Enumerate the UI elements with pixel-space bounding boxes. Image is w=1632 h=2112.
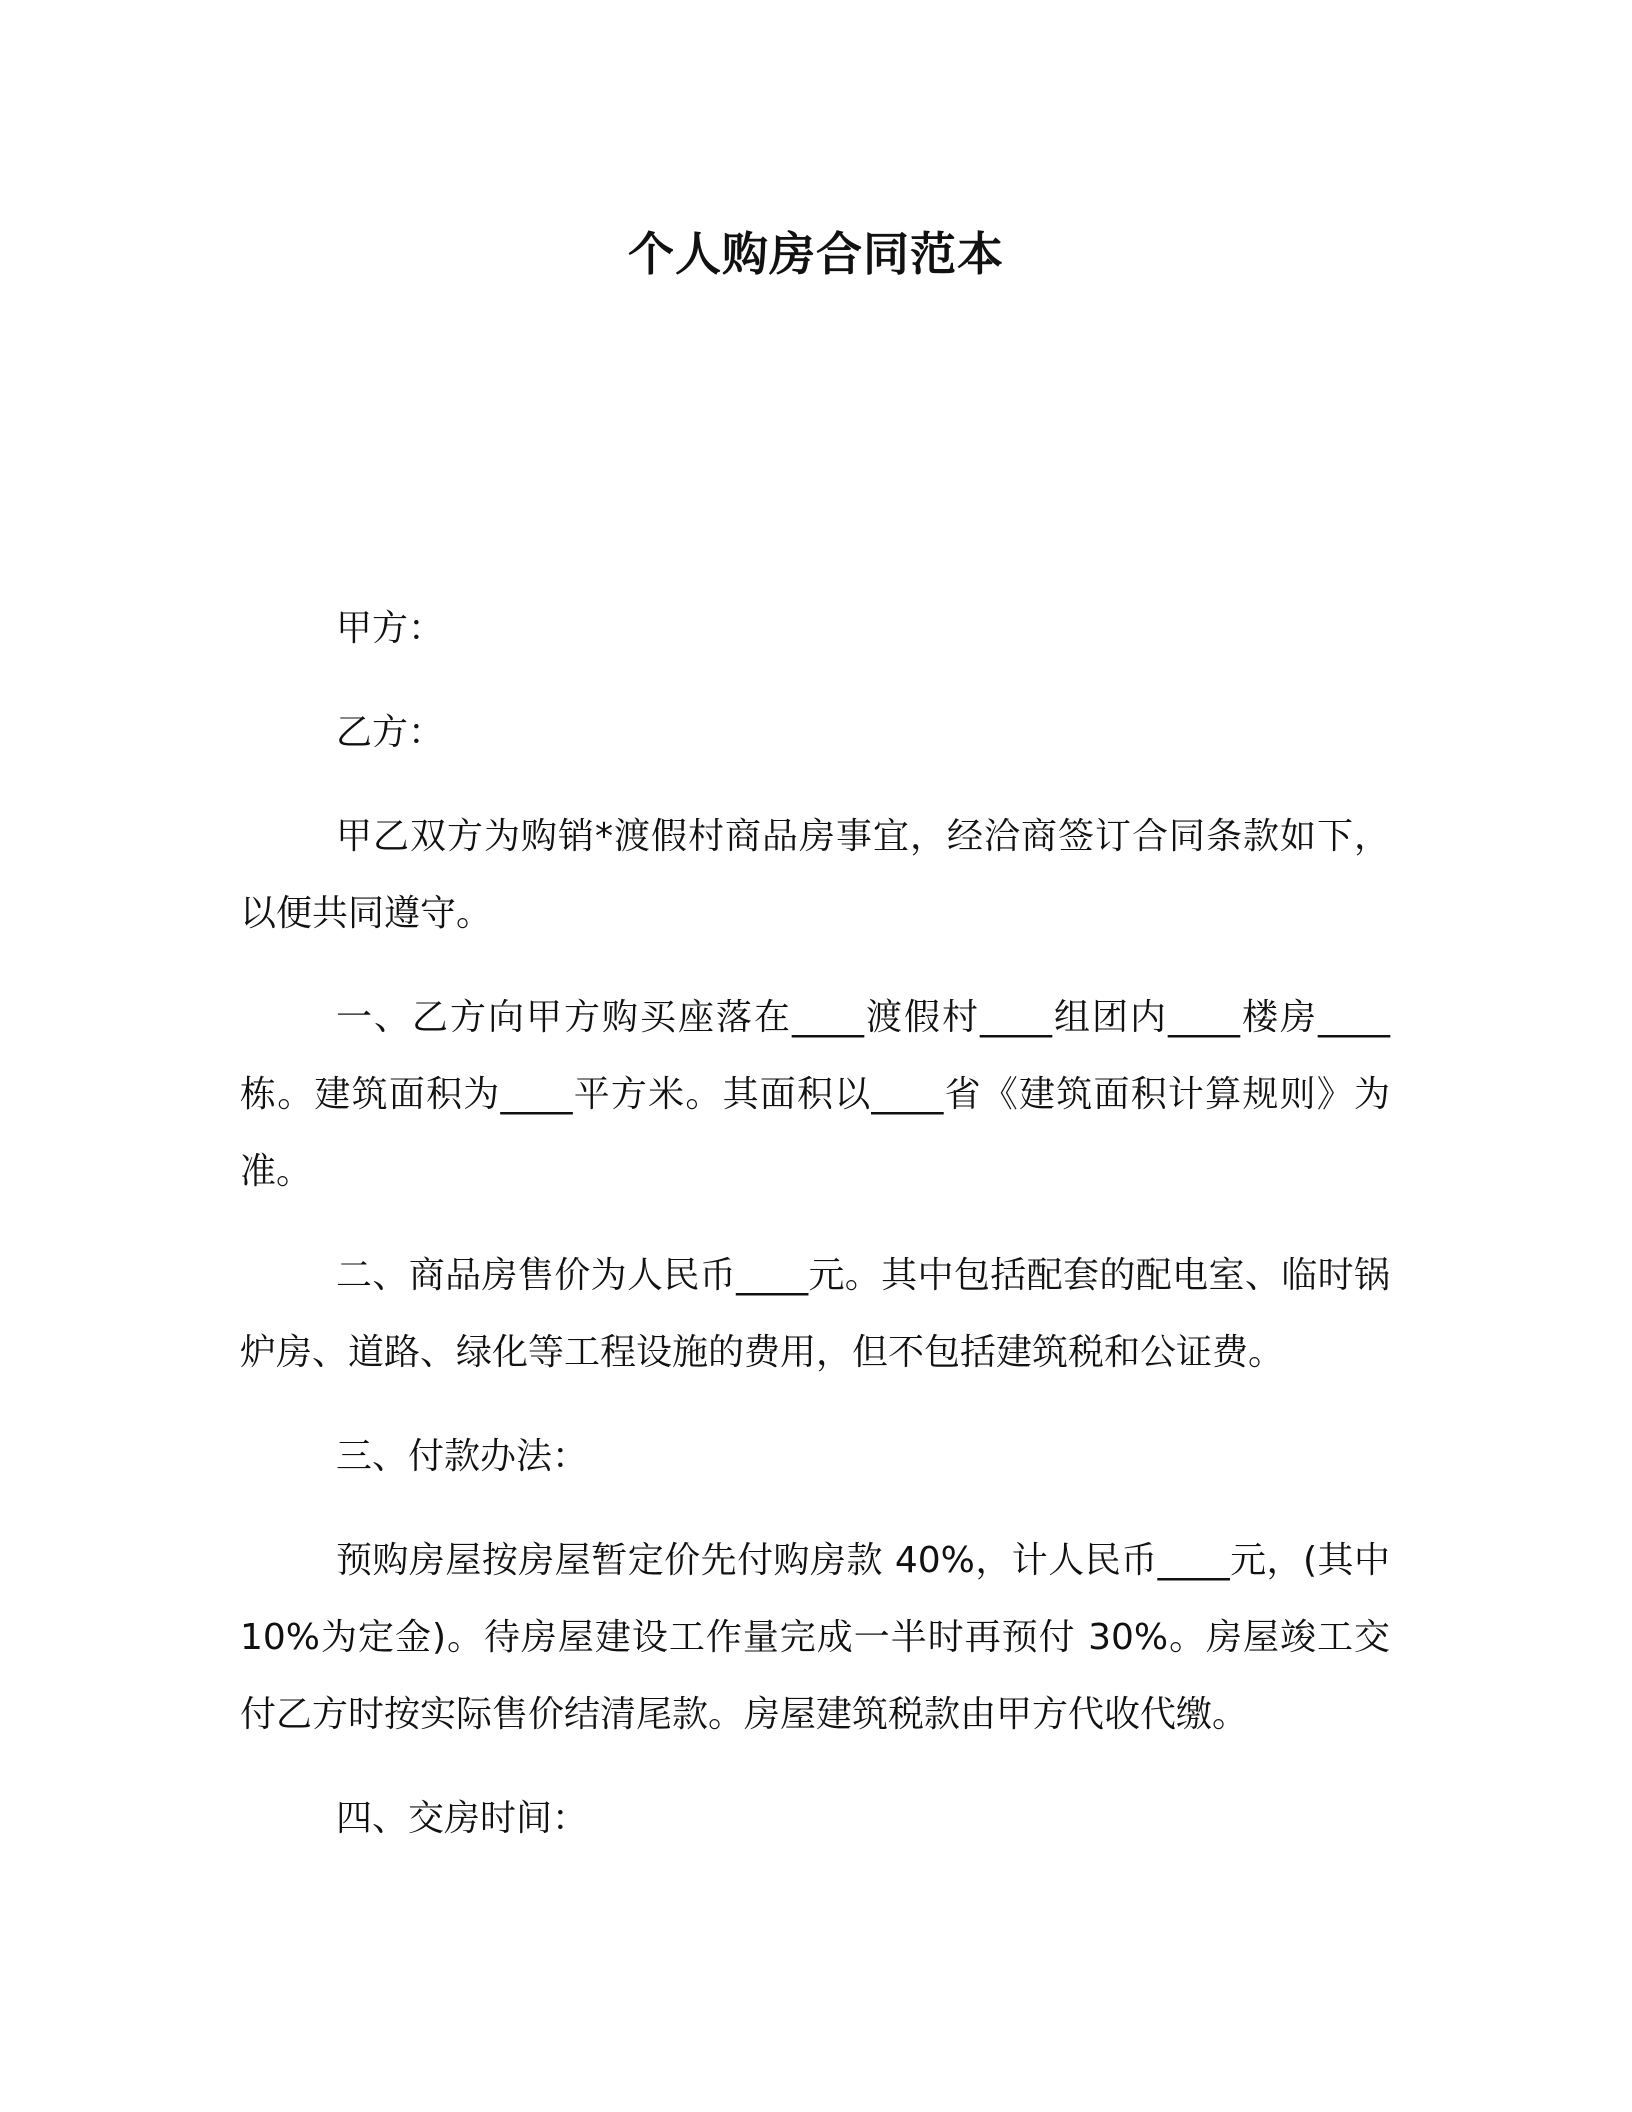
preamble-paragraph: 甲乙双方为购销*渡假村商品房事宜，经洽商签订合同条款如下，以便共同遵守。 bbox=[240, 816, 1390, 934]
party-b-line: 乙方： bbox=[336, 712, 445, 753]
document-body bbox=[240, 590, 1390, 1884]
payment-terms-paragraph: 预购房屋按房屋暂定价先付购房款 40%，计人民币____元，(其中 10%为定金)。待房屋建设工作量完成一半时再预付 30%。房屋竣工交付乙方时按实际售价结清尾款。房屋建筑税款由甲方代收代缴。 bbox=[240, 1540, 1390, 1735]
clause-3-heading: 三、付款办法： bbox=[336, 1436, 589, 1477]
clause-2-paragraph: 二、商品房售价为人民币____元。其中包括配套的配电室、临时锅炉房、道路、绿化等工程设施的费用，但不包括建筑税和公证费。 bbox=[240, 1255, 1390, 1373]
party-a-line: 甲方： bbox=[336, 608, 445, 649]
clause-1-paragraph: 一、乙方向甲方购买座落在____渡假村____组团内____楼房____栋。建筑面积为____平方米。其面积以____省《建筑面积计算规则》为准。 bbox=[240, 997, 1390, 1192]
document-title: 个人购房合同范本 bbox=[628, 227, 1004, 281]
clause-4-heading: 四、交房时间： bbox=[336, 1798, 589, 1839]
